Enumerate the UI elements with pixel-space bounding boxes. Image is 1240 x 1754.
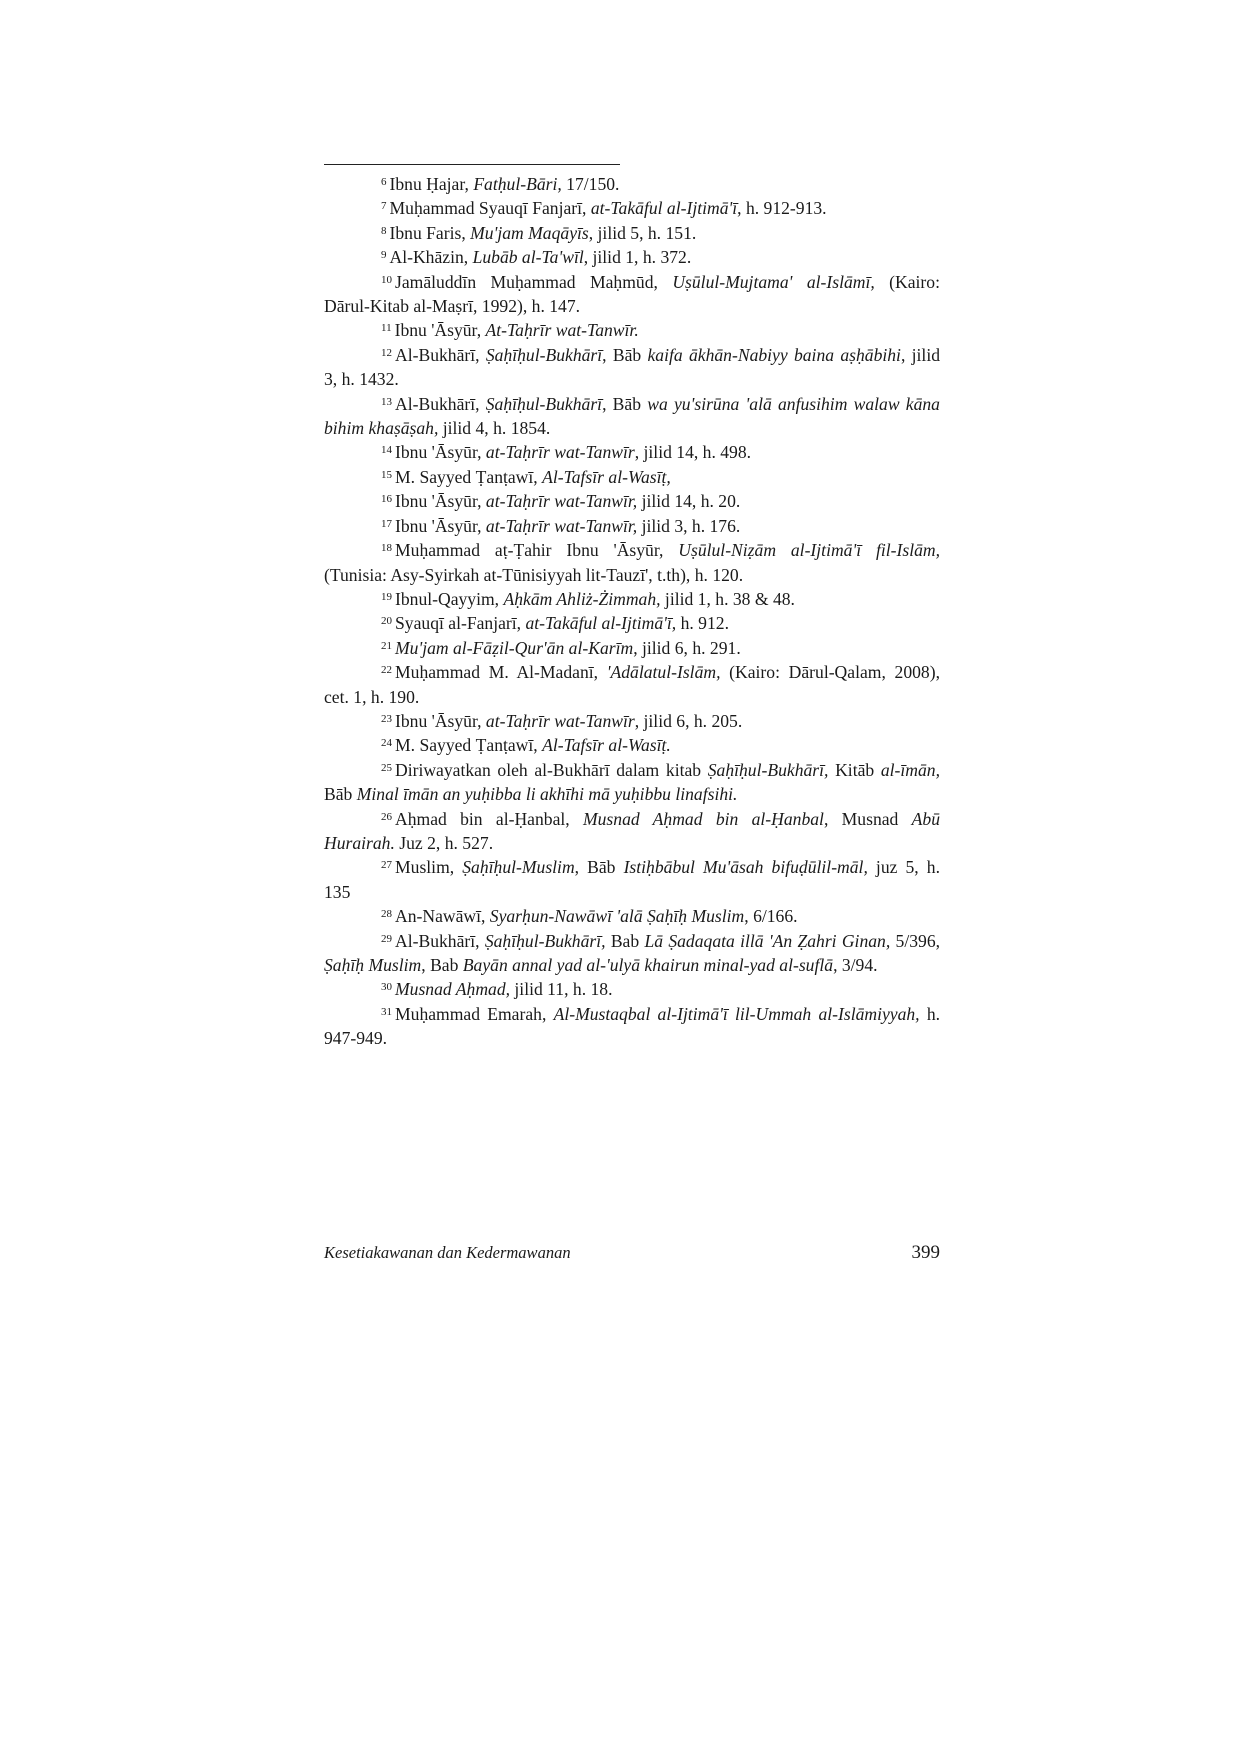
footnote-title-text: al-īmān, [880, 759, 940, 780]
footnote-number: 30 [381, 981, 392, 994]
footnote-text: Ibnu 'Āsyūr, [395, 710, 486, 731]
footnote-number: 23 [381, 712, 392, 725]
footnote-30 [324, 977, 940, 1001]
footnote-15 [324, 465, 940, 489]
footnote-text: 17/150. [561, 174, 620, 194]
footnote-23 [324, 709, 940, 733]
footnote-text: Ibnul-Qayyim, [395, 588, 504, 609]
footnote-text: jilid 1, h. 38 & 48. [660, 588, 795, 609]
footnote-number: 25 [381, 761, 392, 774]
footnote-title-text: at-Taḥrīr wat-Tanwīr [485, 442, 635, 463]
footnote-text: Ibnu 'Āsyūr, [395, 515, 486, 536]
footnote-separator-rule [324, 164, 620, 165]
footnote-title-text: Fatḥul-Bāri, [473, 174, 562, 194]
footnote-text: An-Nawāwī, [395, 906, 490, 927]
footnote-title-text: Ṣaḥīḥul-Bukhārī [485, 393, 603, 414]
footnote-title-text: Lā Ṣadaqata illā 'An Ẓahri Ginan, [644, 930, 891, 951]
running-title: Kesetiakawanan dan Kedermawanan [324, 1243, 571, 1262]
footnote-text: M. Sayyed Ṭanṭawī, [395, 466, 543, 487]
footnote-number: 15 [381, 468, 392, 481]
footnote-text: Bāb [324, 784, 357, 805]
footnote-13 [324, 392, 940, 441]
page-number: 399 [911, 1242, 940, 1263]
footnote-title-text: Ṣaḥīḥul-Bukhārī [485, 344, 603, 365]
footnote-text: , Bab [421, 955, 463, 975]
footnote-text: , jilid 6, h. 205. [634, 710, 743, 731]
footnote-title-text: Musnad Aḥmad, [395, 979, 511, 1000]
footnote-title-text: Ṣaḥīḥul-Bukhārī, [484, 930, 606, 951]
footnote-text: Ibnu 'Āsyūr, [395, 442, 486, 463]
footnote-title-text: kaifa ākhān-Nabiyy baina aṣḥābihi [647, 344, 901, 365]
footnote-28 [324, 904, 940, 928]
footnote-text: Jamāluddīn Muḥammad Maḥmūd, [395, 271, 673, 292]
footnote-text: h. 947-949. [324, 1003, 941, 1049]
footnote-title-text: Al-Tafsīr al-Wasīṭ. [542, 735, 671, 756]
footnote-title-text: At-Taḥrīr wat-Tanwīr. [485, 320, 639, 341]
footnote-number: 8 [381, 224, 387, 237]
footnote-25 [324, 758, 940, 807]
footnote-text: , Musnad [823, 808, 912, 829]
footnote-number: 18 [381, 542, 392, 555]
footnote-text: (Tunisia: Asy-Syirkah at-Tūnisiyyah lit-Tauzī', t.th), h. 120. [324, 564, 744, 585]
footnote-text: , jilid 5, h. 151. [588, 222, 697, 243]
footnote-number: 28 [381, 908, 392, 921]
footnote-text: Ibnu Faris, [389, 222, 471, 243]
footnote-text: , Bāb [602, 344, 648, 365]
footnote-title-text: Ṣaḥīḥul-Bukhārī, [707, 759, 829, 780]
footnote-number: 7 [381, 200, 387, 213]
footnote-title-text: Lubāb al-Ta'wīl [472, 247, 584, 268]
footnote-title-text: Musnad Aḥmad bin al-Ḥanbal [582, 808, 824, 829]
footnote-number: 20 [381, 615, 392, 628]
footnote-text: , jilid 6, h. 291. [633, 637, 741, 658]
footnote-text: jilid 4, h. 1854. [438, 418, 551, 439]
footnote-text: Al-Bukhārī, [395, 344, 486, 365]
footnote-text: , Bāb [602, 393, 648, 414]
footnote-title-text: at-Takāful al-Ijtimā'ī, [525, 613, 677, 634]
footnotes-section [324, 172, 940, 1051]
footnote-title-text: 'Adālatul-Islām, [606, 662, 721, 683]
footnote-title-text: at-Taḥrīr wat-Tanwīr, [485, 491, 638, 512]
footnote-text: , h. 912-913. [737, 198, 827, 219]
footnote-title-text: Ṣaḥīḥul-Muslim [462, 857, 575, 878]
footnote-text: Ibnu 'Āsyūr, [395, 491, 486, 512]
footnote-text: juz 5, h. 135 [324, 857, 940, 902]
footnote-text: Al-Bukhārī, [395, 393, 486, 414]
footnote-title-text: Al-Mustaqbal al-Ijtimā'ī lil-Ummah al-Islāmiyyah, [553, 1003, 920, 1024]
footnote-6 [324, 172, 940, 196]
footnote-26 [324, 807, 940, 856]
footnote-number: 29 [381, 932, 392, 945]
footnote-text: Aḥmad bin al-Ḥanbal, [395, 808, 583, 829]
footnote-number: 17 [381, 517, 392, 530]
footnote-text: Kitāb [828, 759, 881, 780]
footnote-21 [324, 636, 940, 660]
footnote-10 [324, 270, 940, 319]
footnote-number: 24 [381, 737, 392, 750]
footnote-number: 6 [381, 176, 387, 188]
footnote-number: 13 [381, 395, 392, 408]
footnote-19 [324, 587, 940, 611]
footnote-29 [324, 929, 940, 978]
footnote-text: Al-Khāzin, [389, 247, 473, 268]
footnote-number: 11 [381, 322, 392, 335]
footnote-12 [324, 343, 940, 392]
footnote-text: Muslim, [395, 857, 463, 878]
footnote-title-text: Syarḥun-Nawāwī 'alā Ṣaḥīḥ Muslim [489, 906, 745, 927]
footnote-text: , jilid 3, h. 1432. [324, 344, 940, 390]
footnote-text: jilid 11, h. 18. [510, 979, 613, 1000]
footnote-18 [324, 538, 940, 587]
footnote-31 [324, 1002, 940, 1051]
footnote-text: Muḥammad Emarah, [395, 1003, 554, 1024]
footnote-14 [324, 440, 940, 464]
footnote-8 [324, 221, 940, 245]
footnote-title-text: Abū Hurairah. [324, 808, 941, 853]
footnote-text: Ibnu 'Āsyūr, [394, 320, 486, 341]
footnote-number: 12 [381, 346, 392, 359]
footnote-number: 19 [381, 590, 392, 603]
footnote-text: Muḥammad Syauqī Fanjarī, [389, 198, 591, 219]
footnote-text: jilid 14, h. 20. [637, 491, 741, 512]
footnote-text: Al-Bukhārī, [395, 930, 485, 951]
footnote-number: 14 [381, 444, 392, 457]
footnote-text: Syauqī al-Fanjarī, [395, 613, 526, 634]
footnote-22 [324, 660, 940, 709]
footnote-text: Bab [605, 930, 645, 951]
footnote-title-text: Aḥkām Ahliż-Żimmah, [503, 588, 661, 609]
footnote-text: , jilid 14, h. 498. [634, 442, 752, 463]
footnote-17 [324, 514, 940, 538]
footnote-text: (Kairo: Dārul-Kitab al-Maṣrī, 1992), h. 147. [324, 271, 940, 317]
footnote-number: 16 [381, 493, 392, 506]
footnote-number: 26 [381, 810, 392, 823]
footnote-24 [324, 733, 940, 757]
footnote-text: Juz 2, h. 527. [394, 832, 494, 853]
footnote-title-text: at-Taḥrīr wat-Tanwīr [485, 710, 635, 731]
footnote-title-text: Mu'jam al-Fāẓil-Qur'ān al-Karīm [395, 637, 634, 658]
footnote-title-text: Uṣūlul-Mujtama' al-Islāmī, [672, 271, 875, 292]
footnote-text: M. Sayyed Ṭanṭawī, [395, 735, 543, 756]
footnote-title-text: wa yu'sirūna 'alā anfusihim walaw kāna bihim khaṣāṣah, [324, 393, 940, 439]
footnote-20 [324, 611, 940, 635]
footnote-title-text: Bayān annal yad al-'ulyā khairun minal-yad al-suflā [462, 955, 834, 975]
footnote-number: 27 [381, 859, 392, 872]
footnote-text: Muḥammad aṭ-Ṭahir Ibnu 'Āsyūr, [395, 540, 679, 561]
footnote-title-text: Istiḥbābul Mu'āsah bifuḍūlil-māl, [623, 857, 868, 878]
footnote-text: , jilid 1, h. 372. [583, 247, 692, 268]
footnote-9 [324, 245, 940, 269]
footnote-16 [324, 489, 940, 513]
footnote-number: 21 [381, 639, 392, 652]
footnote-text: Muḥammad M. Al-Madanī, [395, 662, 607, 683]
footnote-title-text: Al-Tafsīr al-Wasīṭ, [542, 466, 671, 487]
footnote-number: 10 [381, 273, 392, 286]
footnote-title-text: Minal īmān an yuḥibba li akhīhi mā yuḥibbu linafsihi. [356, 784, 738, 805]
footnote-title-text: Mu'jam Maqāyīs [470, 222, 589, 243]
footnote-title-text: Ṣaḥīḥ Muslim [324, 955, 422, 975]
footnote-text: , Bāb [574, 857, 624, 878]
footnote-text: (Kairo: Dārul-Qalam, 2008), cet. 1, h. 190. [324, 662, 940, 707]
footnote-27 [324, 855, 940, 904]
footnote-title-text: at-Takāful al-Ijtimā'ī [590, 198, 738, 219]
footnote-title-text: at-Taḥrīr wat-Tanwīr, [485, 515, 638, 536]
footnote-text: , 3/94. [833, 955, 878, 975]
footnote-7 [324, 196, 940, 220]
footnote-text: jilid 3, h. 176. [637, 515, 741, 536]
footnote-text: h. 912. [676, 613, 729, 634]
footnote-number: 31 [381, 1005, 392, 1018]
footnote-text: Ibnu Ḥajar, [389, 174, 474, 194]
footnote-text: Diriwayatkan oleh al-Bukhārī dalam kitab [395, 759, 708, 780]
footnote-number: 9 [381, 249, 387, 262]
footnote-title-text: Uṣūlul-Niẓām al-Ijtimā'ī fil-Islām, [678, 540, 940, 561]
footnote-text: 5/396, [890, 930, 941, 951]
footnote-number: 22 [381, 664, 392, 677]
footnote-text: , 6/166. [744, 906, 798, 927]
footnote-11 [324, 318, 940, 342]
